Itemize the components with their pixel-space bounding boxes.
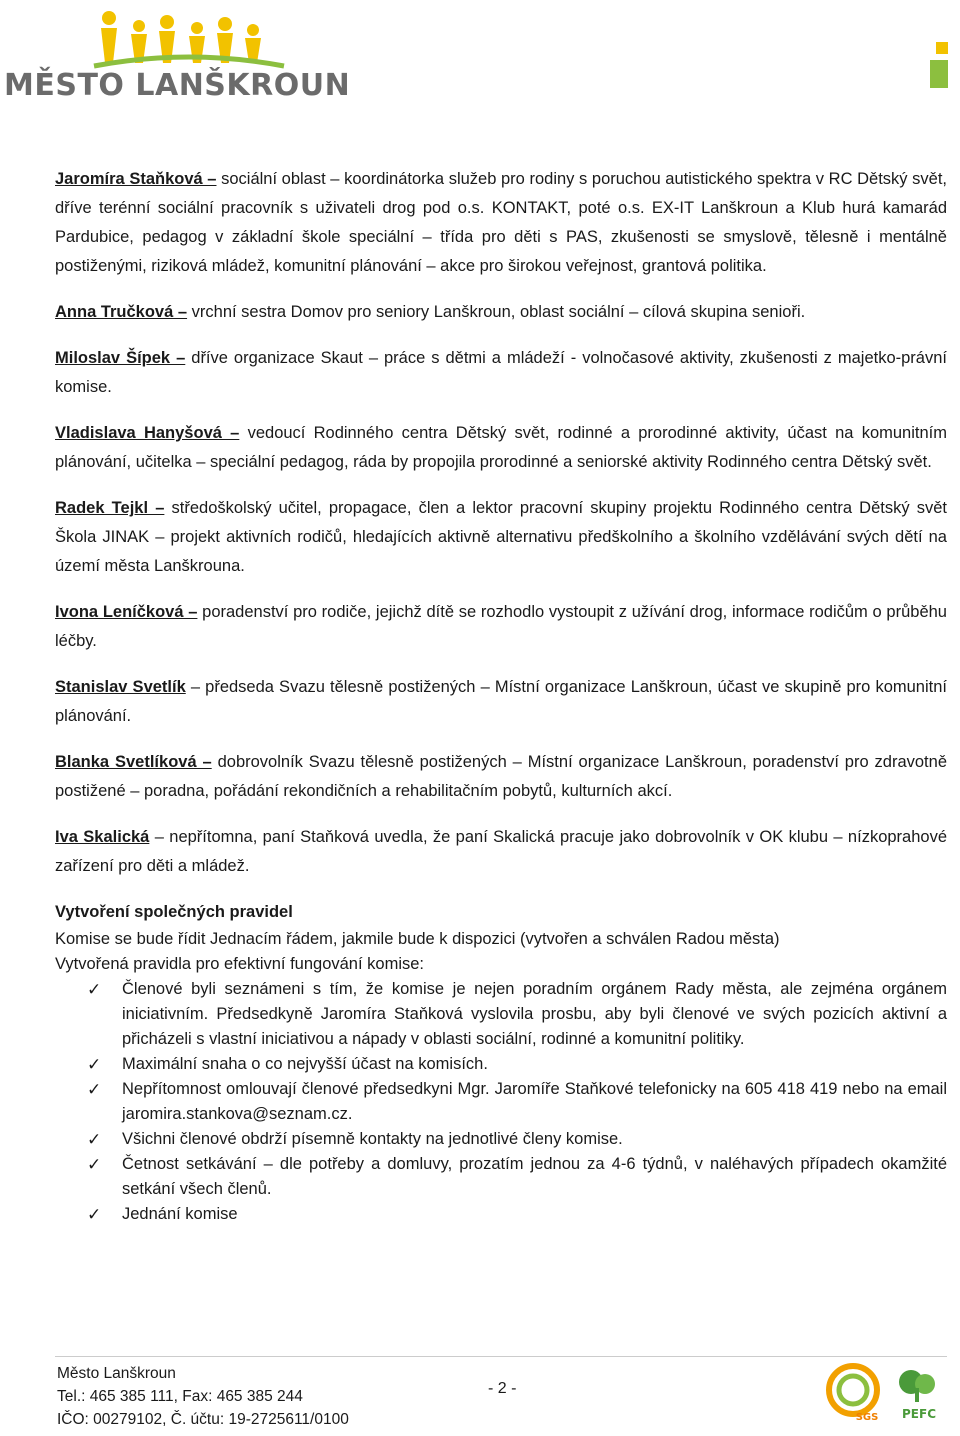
rules-intro: Komise se bude řídit Jednacím řádem, jakmile bude k dispozici (vytvořen a schválen Radou města): [55, 930, 780, 948]
member-paragraph: [55, 673, 947, 731]
member-paragraph: [55, 298, 947, 327]
footer-phone: Tel.: 465 385 111, Fax: 465 385 244: [57, 1388, 303, 1405]
pefc-text: PEFC: [902, 1407, 936, 1421]
rules-list: [55, 977, 947, 1227]
member-description: – nepřítomna, paní Staňková uvedla, že paní Skalická pracuje jako dobrovolník v OK klubu – nízkoprahové zařízení pro děti a mládež.: [55, 828, 947, 875]
checkmark-icon: ✓: [87, 980, 102, 999]
member-paragraph: [55, 344, 947, 402]
member-description: sociální oblast – koordinátorka služeb pro rodiny s poruchou autistického spektra v RC Dětský svět, dříve terénní sociální pracovník s uživateli drog pod o.s. KONTAKT, poté o.s. EX-IT Lanškroun a Klub hurá kamarád Pardubice, pedagog v základní škole speciální – třída pro děti s PAS, zkušenosti se smyslově, tělesně i mentálně postiženými, riziková mládež, komunitní plánování – akce pro širokou veřejnost, grantová politika.: [55, 170, 947, 275]
page-header: [0, 0, 960, 130]
section-heading: Vytvoření společných pravidel: [55, 903, 293, 921]
member-description: středoškolský učitel, propagace, člen a lektor pracovní skupiny projektu Rodinného centra Dětský svět Škola JINAK – projekt aktivních rodičů, hledajících aktivně alternativu předškolního a školního vzdělávání svých dětí na území města Lanškrouna.: [55, 499, 947, 575]
member-paragraph: [55, 823, 947, 881]
list-item: [55, 1077, 947, 1127]
member-paragraph: [55, 748, 947, 806]
member-name: Iva Skalická: [55, 828, 150, 846]
logo-text: MĚSTO LANŠKROUN: [4, 68, 351, 103]
checkmark-icon: ✓: [87, 1130, 102, 1149]
checkmark-icon: ✓: [87, 1080, 102, 1099]
member-name: Stanislav Svetlík: [55, 678, 186, 696]
member-name: Ivona Leníčková –: [55, 603, 198, 621]
corner-squares-icon: [930, 42, 948, 92]
member-name: Jaromíra Staňková –: [55, 170, 217, 188]
member-name: Anna Tručková –: [55, 303, 188, 321]
rule-text: Nepřítomnost omlouvají členové předsedkyni Mgr. Jaromíře Staňkové telefonicky na 605 418 419 nebo na email jaromira.stankova@seznam.cz.: [122, 1080, 947, 1123]
checkmark-icon: ✓: [87, 1205, 102, 1224]
member-paragraph: [55, 598, 947, 656]
list-item: [55, 1052, 947, 1077]
footer-contact: [57, 1362, 349, 1431]
rule-text: Jednání komise: [122, 1205, 238, 1223]
footer-divider: [55, 1356, 947, 1357]
city-logo: [4, 8, 351, 118]
member-name: Miloslav Šípek –: [55, 349, 186, 367]
member-description: dříve organizace Skaut – práce s dětmi a mládeží - volnočasové aktivity, zkušenosti z majetko-právní komise.: [55, 349, 947, 396]
list-item: [55, 1152, 947, 1202]
list-item: [55, 1202, 947, 1227]
checkmark-icon: ✓: [87, 1055, 102, 1074]
member-paragraph: [55, 419, 947, 477]
member-description: vrchní sestra Domov pro seniory Lanškroun, oblast sociální – cílová skupina senioři.: [187, 303, 806, 321]
rules-subtitle: Vytvořená pravidla pro efektivní fungování komise:: [55, 955, 425, 973]
member-name: Blanka Svetlíková –: [55, 753, 212, 771]
pefc-badge-icon: [891, 1362, 947, 1422]
list-item: [55, 977, 947, 1052]
footer-city: Město Lanškroun: [57, 1365, 176, 1382]
member-name: Radek Tejkl –: [55, 499, 165, 517]
member-description: poradenství pro rodiče, jejichž dítě se rozhodlo vystoupit z užívání drog, informace rodičům o průběhu léčby.: [55, 603, 947, 650]
page-number: - 2 -: [488, 1380, 517, 1397]
member-description: – předseda Svazu tělesně postižených – Místní organizace Lanškroun, účast ve skupině pro komunitní plánování.: [55, 678, 947, 725]
sgs-badge-icon: [825, 1362, 885, 1422]
sgs-text: SGS: [855, 1412, 879, 1422]
rule-text: Členové byli seznámeni s tím, že komise je nejen poradním orgánem Rady města, ale zejména orgánem iniciativním. Předsedkyně Jaromíra Staňková vyslovila prosbu, aby byli členové ve svých pozicích aktivní a přicházeli s vlastní iniciativou a nápady v oblasti sociální, rodinné a komunitní politiky.: [122, 980, 947, 1048]
rule-text: Maximální snaha o co nejvyšší účast na komisích.: [122, 1055, 488, 1073]
footer-ico: IČO: 00279102, Č. účtu: 19-2725611/0100: [57, 1411, 349, 1428]
rule-text: Všichni členové obdrží písemně kontakty na jednotlivé členy komise.: [122, 1130, 623, 1148]
rule-text: Četnost setkávání – dle potřeby a domluvy, prozatím jednou za 4-6 týdnů, v naléhavých případech okamžité setkání všech členů.: [122, 1155, 947, 1198]
document-body: [55, 165, 947, 1227]
member-description: vedoucí Rodinného centra Dětský svět, rodinné a prorodinné aktivity, účast na komunitním plánování, učitelka – speciální pedagog, ráda by propojila prorodinné a seniorské aktivity Rodinného centra Dětský svět.: [55, 424, 947, 471]
member-description: dobrovolník Svazu tělesně postižených – Místní organizace Lanškroun, poradenství pro zdravotně postižené – poradna, pořádání rekondičních a rehabilitačním pobytů, kulturních akcí.: [55, 753, 947, 800]
checkmark-icon: ✓: [87, 1155, 102, 1174]
certification-badges: [825, 1362, 950, 1426]
list-item: [55, 1127, 947, 1152]
member-paragraph: [55, 165, 947, 281]
member-name: Vladislava Hanyšová –: [55, 424, 240, 442]
member-paragraph: [55, 494, 947, 581]
